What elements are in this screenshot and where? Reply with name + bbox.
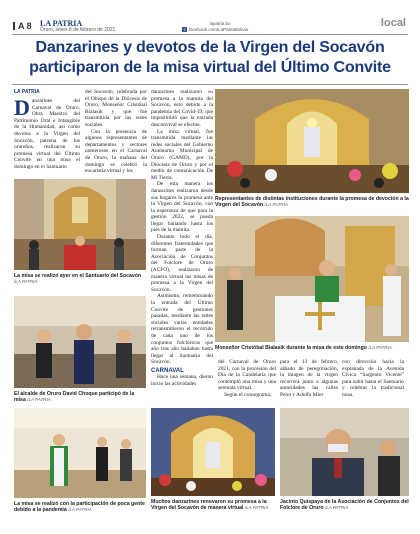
photo-altar-promise bbox=[215, 89, 409, 193]
photo-dancers-promise bbox=[151, 408, 275, 496]
article-column-1 bbox=[14, 89, 80, 177]
paragraph: Hace una semana, dieron inicio las actividades bbox=[151, 373, 213, 387]
page-number: A 8 bbox=[13, 21, 32, 31]
article-column-4 bbox=[218, 359, 276, 399]
caption-4: Representantes de distintas instituciones durante la promesa de devoción a la Virgen del Socavón /LA PATRIA bbox=[215, 196, 409, 209]
lead-paragraph: Danzarines del Carnaval de Oruro, Obra Maestra del Patrimonio Oral e Intangible de la Humanidad, así como devotos a la Virgen del Socavón, patrona de los orureños, realizaron su promesa virtual del Último Convite en una misa el domingo en el Santuario bbox=[14, 95, 80, 170]
paragraph: La misa virtual, fue transmitida mediante las redes sociales del Gobierno Autónomo Municipal de Oruro (GAMO), por la Diócesis de Oruro y por el medio de comunicación De Mi Tierra. bbox=[151, 128, 213, 181]
paragraph: Con la presencia de algunos representantes de departamentos y sectores numerosos en el Carnaval de Oruro, la mañana del domingo se celebró la eucaristía virtual y los bbox=[85, 128, 147, 175]
article-column-2 bbox=[85, 89, 147, 177]
paragraph: Según el cronograma, bbox=[224, 391, 272, 398]
facebook-link[interactable]: f facebook.com/LaPatriaBolivia bbox=[183, 27, 249, 32]
caption-7: Jacinto Quispaya de la Asociación de Conjuntos del Folclore de Oruro /LA PATRIA bbox=[280, 499, 409, 512]
caption-6: Muchos danzarines renovaron su promesa a la Virgen del Socavón de manera virtual /LA PATRIA bbox=[151, 499, 269, 512]
section-label: local bbox=[380, 17, 406, 29]
photo-jacinto-quispaya bbox=[280, 408, 409, 496]
drop-cap: D bbox=[14, 95, 30, 120]
caption-3: La misa se realizó con la participación de poca gente debido a la pandemia /LA PATRIA bbox=[14, 501, 145, 514]
byline: LA PATRIA bbox=[14, 89, 40, 95]
caption-2: El alcalde de Oruro David Choque participó de la misa /LA PATRIA bbox=[14, 391, 135, 404]
website-link[interactable]: lapatria.bo bbox=[209, 21, 231, 26]
caption-5: Monseñor Cristóbal Bialasik durante la misa de este domingo /LA PATRIA bbox=[215, 345, 392, 351]
subhead: CARNAVAL bbox=[151, 367, 184, 374]
paragraph: con dirección hacia la explanada de la Avenida Cívica “Sargento Vicente” para subir hasta el Santuario y celebrar la tradicional misa. bbox=[342, 359, 404, 398]
date-line: Oruro, lunes 8 de febrero de 2021 bbox=[40, 27, 116, 33]
newspaper-name: LA PATRIA bbox=[40, 19, 83, 28]
paragraph: para el 13 de febrero, sábado de peregrinación, la imagen de la virgen recorrerá junto a algunas autoridades las calles Pelot y Adolfo Mier bbox=[280, 359, 338, 398]
article-column-5 bbox=[280, 359, 338, 399]
caption-1: La misa se realizó ayer en el Santuario del Socavón /LA PATRIA bbox=[14, 273, 142, 285]
photo-santuario-mass bbox=[14, 179, 146, 270]
header-divider bbox=[12, 34, 408, 35]
photo-bishop-mass bbox=[215, 216, 409, 342]
paragraph: Durante todo el día, diferentes fraternidades que forman parte de la Asociación de Conjuntos del Folclore de Oruro (ACFO), realizaron de manera virtual las misas de promesa a la Virgen del Socavón. bbox=[151, 234, 213, 293]
article-column-6 bbox=[342, 359, 404, 399]
paragraph: del Socavón, celebrada por el Obispo de la Diócesis de Oruro, Monseñor Cristóbal Bialasik y que fue transmitida por las redes sociales. bbox=[85, 89, 147, 128]
paragraph: del Carnaval de Oruro 2021, con la procesión del Día de la Candelaria que contempló una misa y una serenata virtual. bbox=[218, 359, 276, 392]
photo-mayor bbox=[14, 296, 146, 388]
paragraph: De esta manera los danzarines realizaron desde sus hogares la promesa ante la Virgen del Socavón, con la esperanza de que para la gestión 2022, se pueda llegar bailando hasta los pies de la mamita. bbox=[151, 181, 213, 234]
paragraph: danzarines realizaron su promesa a la mamita del Socavón, esto debido a la pandemia del Covid-19; que imposibilitó que la entrada desconvival se efectúe. bbox=[151, 89, 213, 128]
paragraph: Asimismo, rememorando la entrada del Último Convite de gestiones pasadas, mediante las redes sociales varias entidades retransmitieron el recorrido de cada uno de los conjuntos folclóricos que año tras año bailaban hasta llegar al Santuario del Socavón. bbox=[151, 293, 213, 366]
facebook-icon: f bbox=[183, 27, 185, 32]
headline-divider bbox=[12, 84, 408, 85]
page-header bbox=[0, 0, 420, 34]
article-column-3 bbox=[151, 89, 213, 389]
photo-few-attendees bbox=[14, 408, 146, 498]
headline: Danzarines y devotos de la Virgen del Socavón participaron de la misa virtual del Último Convite bbox=[29, 39, 391, 76]
